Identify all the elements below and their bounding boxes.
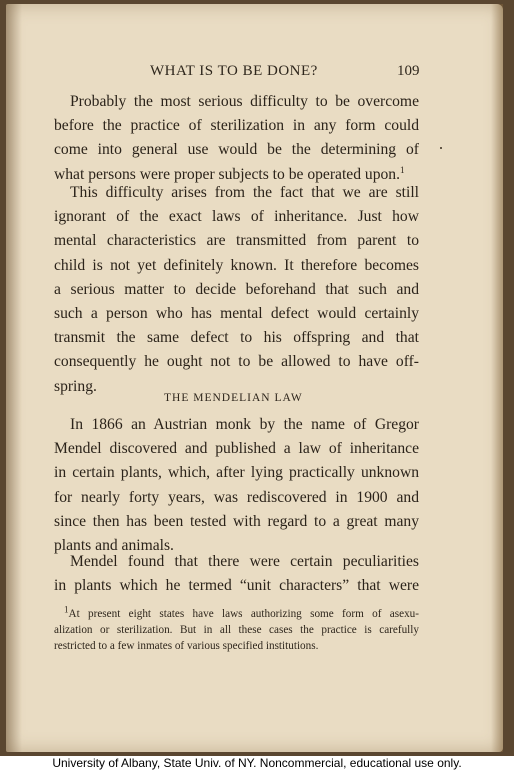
running-head: WHAT IS TO BE DONE? [150,63,318,79]
text-line: mental characteristics are transmitted from parent to [54,232,419,250]
page-edge-shadow [491,4,503,752]
footnote-reference: 1 [400,164,405,175]
footnote-line: alization or sterilization. But in all these cases the practice is carefully [54,624,419,636]
footnote [54,606,419,654]
text-line: Mendel found that there were certain peculiarities [70,553,419,570]
text-line: transmit the same defect to his offspring and that [54,329,419,347]
text-line: child is not yet definitely known. It therefore becomes [54,256,419,274]
text-line: in certain plants, which, after lying practically unknown [54,464,419,482]
footnote-line [54,606,419,622]
paragraph-inheritance-laws [54,181,419,399]
text-line: come into general use would be the determining of [54,141,419,159]
text-line: Probably the most serious difficulty to be overcome [70,93,419,110]
footnote-marker: 1 [64,604,69,615]
paper-speck [440,147,442,149]
text-line: consequently he ought not to be allowed to have off- [54,353,419,371]
page-number: 109 [397,63,420,79]
footnote-line: restricted to a few inmates of various specified institutions. [54,640,319,652]
page-gutter-shadow [6,4,22,752]
text-line: ignorant of the exact laws of inheritance. Just how [54,208,419,226]
text-line: such a person who has mental defect would certainly [54,305,419,323]
text-line: spring. [54,377,97,395]
text-line: a serious matter to decide beforehand that such and [54,280,419,298]
paragraph-sterilization-difficulty [54,90,419,187]
footnote-line-content: At present eight states have laws authorizing some form of asexu- [68,608,419,620]
text-line: since then has been tested with regard to a great many [54,512,419,530]
text-line: for nearly forty years, was rediscovered in 1900 and [54,488,419,506]
text-line-content: what persons were proper subjects to be operated upon. [54,165,400,183]
text-line: before the practice of sterilization in any form could [54,117,419,135]
paragraph-unit-characters [54,550,419,598]
text-line: in plants which he termed “unit characters” that were [54,577,419,595]
text-line: In 1866 an Austrian monk by the name of Gregor [70,416,419,433]
text-line: plants and animals. [54,537,174,555]
section-heading: THE MENDELIAN LAW [164,392,303,404]
text-line: This difficulty arises from the fact that we are still [70,184,419,201]
text-line: Mendel discovered and published a law of inheritance [54,440,419,458]
source-credit: University of Albany, State Univ. of NY. Noncommercial, educational use only. [52,756,462,770]
paragraph-mendel-discovery [54,413,419,558]
